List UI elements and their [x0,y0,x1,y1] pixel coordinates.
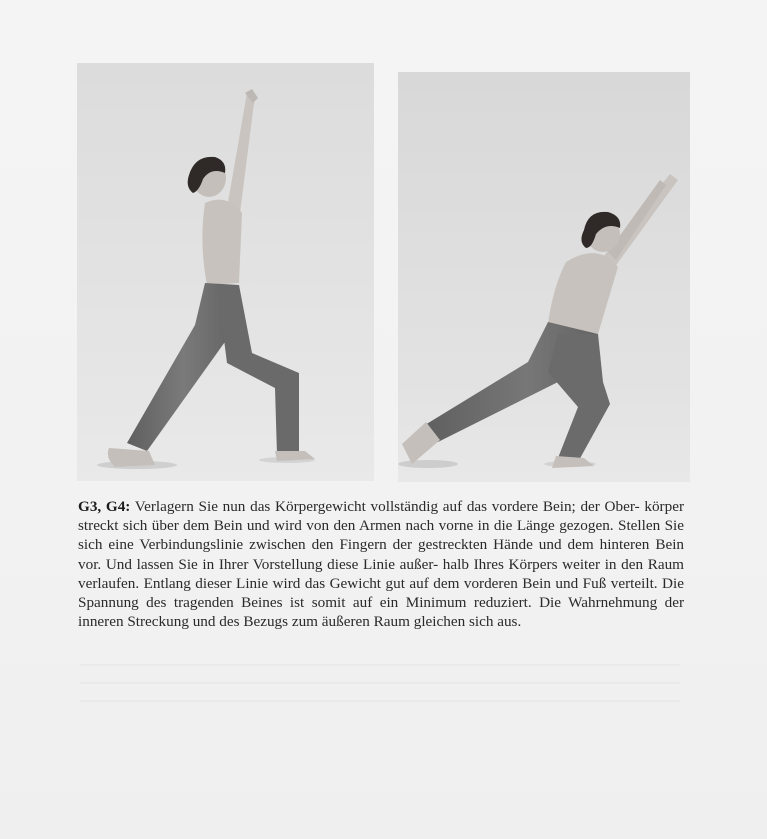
photo-g4 [398,72,690,482]
caption-line-3: gezogen. Stellen Sie sich eine Verbindungslinie zwischen den Fingern der gestreckten [78,517,685,554]
caption-line-6: gut auf dem vorderen Bein und Fuß verteilt. Die Spannung des tragenden Beines ist somit [78,574,684,612]
caption-line-4: Hände und dem hinteren Bein vor. Und lassen Sie in Ihrer Vorstellung diese Linie außer- [78,536,685,573]
caption [78,497,684,631]
caption-line-8: zum äußeren Raum gleichen sich aus. [291,613,522,631]
bleed-through-line [80,700,680,702]
photo-g3 [77,63,374,481]
caption-line-5: halb Ihres Körpers weiter in den Raum verlaufen. Entlang dieser Linie wird das Gewicht [78,555,684,592]
photo-g4-image [398,72,690,482]
caption-line-2: körper streckt sich über dem Bein und wird von den Armen nach vorne in die Länge [78,498,684,535]
bleed-through-line [80,664,680,666]
caption-line-7: auf ein Minimum reduziert. Die Wahrnehmung der inneren Streckung und des Bezugs [78,594,685,631]
bleed-through-line [80,682,680,684]
caption-line-1: Verlagern Sie nun das Körpergewicht vollständig auf das vordere Bein; der Ober- [130,498,640,515]
photo-g3-image [77,63,374,481]
caption-lead: G3, G4: [78,498,131,515]
